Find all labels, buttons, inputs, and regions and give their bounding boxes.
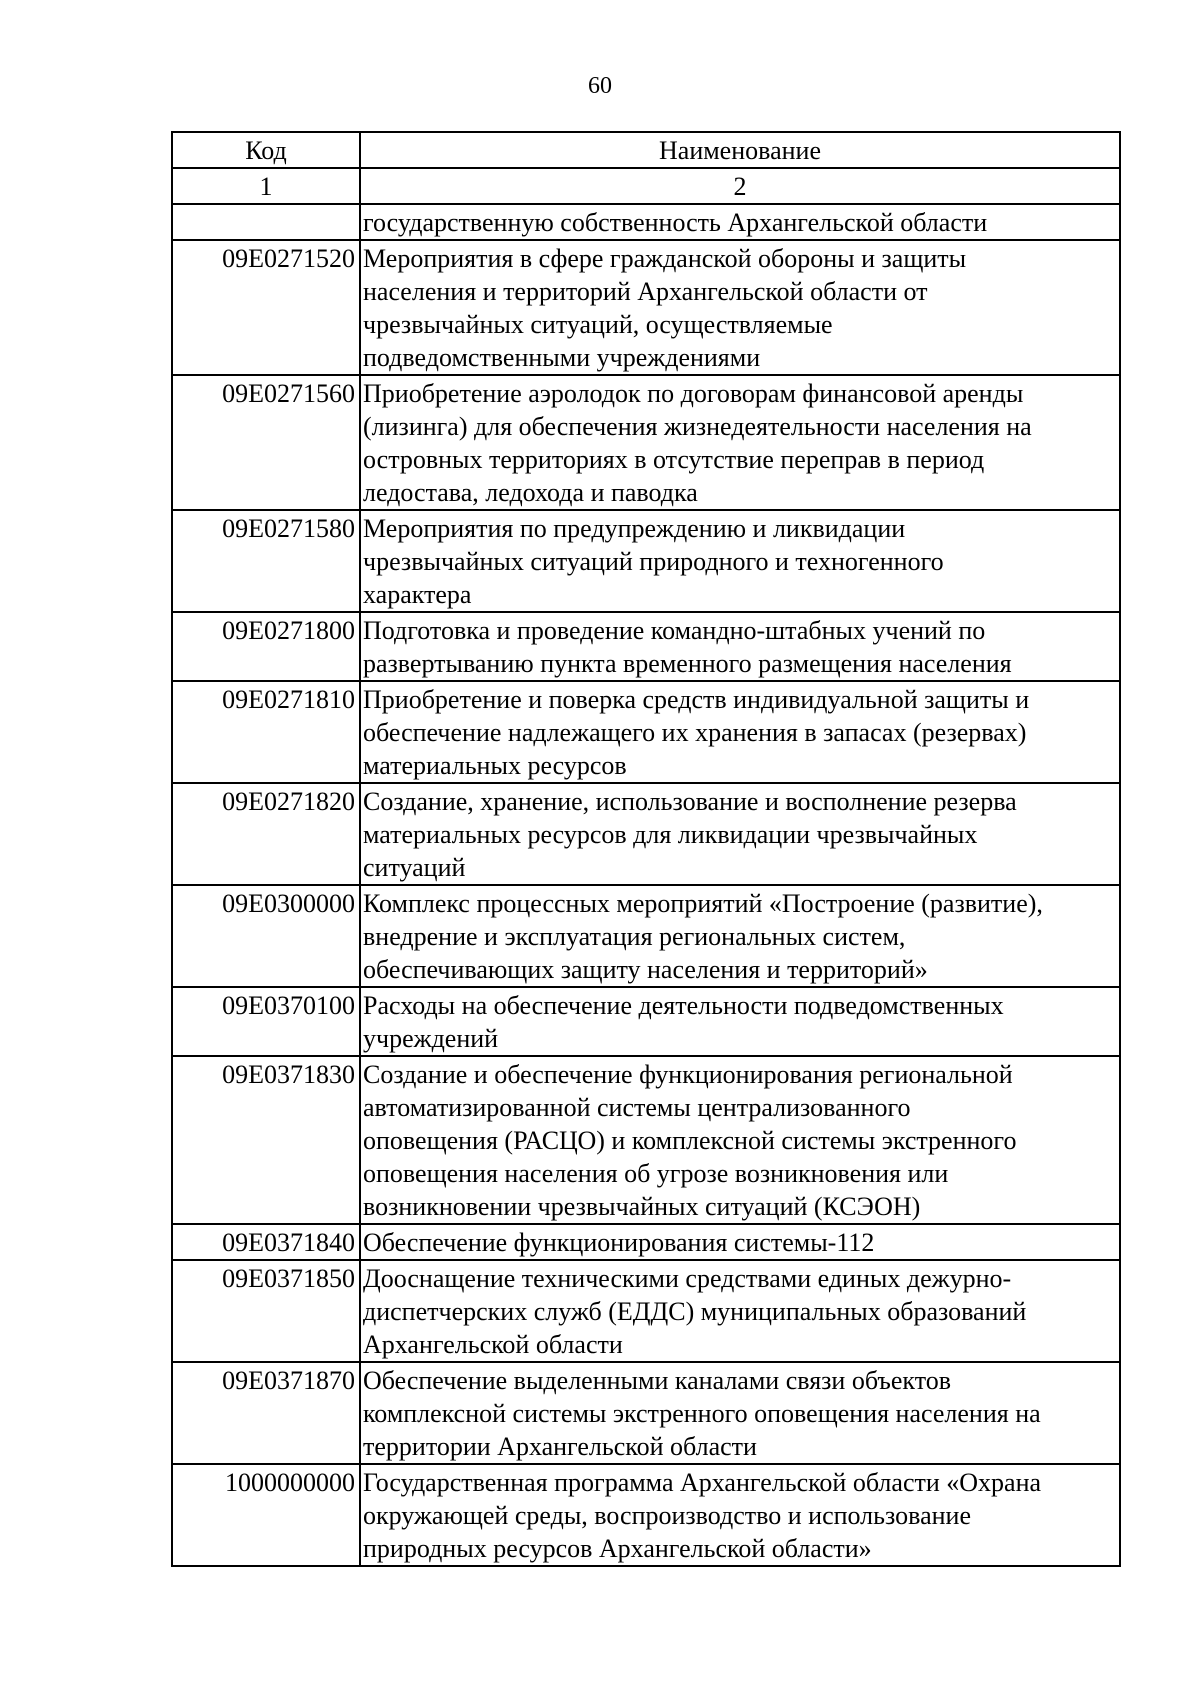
row-name-line: диспетчерских служб (ЕДДС) муниципальных образований — [363, 1297, 1027, 1326]
row-name-line: Мероприятия по предупреждению и ликвидации — [363, 514, 906, 543]
row-name-line: (лизинга) для обеспечения жизнедеятельности населения на — [363, 412, 1032, 441]
column-number-1: 1 — [172, 168, 360, 204]
row-name-line: территории Архангельской области — [363, 1432, 757, 1461]
table-row — [172, 1224, 1120, 1260]
row-name-line: учреждений — [363, 1024, 499, 1053]
row-code: 09Е0271560 — [172, 375, 360, 510]
header-code: Код — [172, 132, 360, 168]
row-name — [360, 681, 1120, 783]
row-code: 09Е0371870 — [172, 1362, 360, 1464]
row-name-line: оповещения населения об угрозе возникновения или — [363, 1159, 949, 1188]
row-name-line: чрезвычайных ситуаций природного и техногенного — [363, 547, 944, 576]
row-name-line: ледостава, ледохода и паводка — [363, 478, 698, 507]
header-row — [172, 132, 1120, 168]
row-name-line: материальных ресурсов — [363, 751, 627, 780]
row-name-line: Комплекс процессных мероприятий «Построение (развитие), — [363, 889, 1043, 918]
row-name-line: Дооснащение техническими средствами единых дежурно- — [363, 1264, 1012, 1293]
row-name-line: автоматизированной системы централизованного — [363, 1093, 911, 1122]
row-name — [360, 510, 1120, 612]
row-name-line: Расходы на обеспечение деятельности подведомственных — [363, 991, 1004, 1020]
row-name-line: чрезвычайных ситуаций, осуществляемые — [363, 310, 833, 339]
row-name-line: островных территориях в отсутствие переправ в период — [363, 445, 985, 474]
row-name-line: Создание и обеспечение функционирования региональной — [363, 1060, 1013, 1089]
row-code: 09Е0371850 — [172, 1260, 360, 1362]
row-code — [172, 204, 360, 240]
row-name — [360, 1224, 1120, 1260]
row-name — [360, 1056, 1120, 1224]
budget-code-table — [171, 131, 1121, 1567]
row-name — [360, 783, 1120, 885]
table-row — [172, 204, 1120, 240]
row-code: 09Е0300000 — [172, 885, 360, 987]
page-number: 60 — [588, 73, 612, 99]
row-name-line: обеспечение надлежащего их хранения в запасах (резервах) — [363, 718, 1027, 747]
row-name — [360, 240, 1120, 375]
row-name-line: внедрение и эксплуатация региональных систем, — [363, 922, 906, 951]
table-row — [172, 1260, 1120, 1362]
table-row — [172, 681, 1120, 783]
table-row — [172, 240, 1120, 375]
row-name-line: комплексной системы экстренного оповещения населения на — [363, 1399, 1041, 1428]
table-row — [172, 375, 1120, 510]
row-name — [360, 375, 1120, 510]
row-name-line: ситуаций — [363, 853, 466, 882]
row-name — [360, 885, 1120, 987]
row-name-line: Создание, хранение, использование и восполнение резерва — [363, 787, 1017, 816]
row-name-line: возникновении чрезвычайных ситуаций (КСЭОН) — [363, 1192, 921, 1221]
row-name-line: Обеспечение выделенными каналами связи объектов — [363, 1366, 951, 1395]
row-code: 09Е0271800 — [172, 612, 360, 681]
row-name-line: Приобретение аэролодок по договорам финансовой аренды — [363, 379, 1024, 408]
table-row — [172, 1056, 1120, 1224]
table-row — [172, 1362, 1120, 1464]
table-row — [172, 783, 1120, 885]
row-code: 09Е0371830 — [172, 1056, 360, 1224]
row-code: 09Е0371840 — [172, 1224, 360, 1260]
row-name-line: Обеспечение функционирования системы-112 — [363, 1228, 875, 1257]
row-name — [360, 1464, 1120, 1566]
row-name-line: Архангельской области — [363, 1330, 623, 1359]
row-name-line: Государственная программа Архангельской области «Охрана — [363, 1468, 1042, 1497]
row-name-line: природных ресурсов Архангельской области» — [363, 1534, 872, 1563]
column-number-row — [172, 168, 1120, 204]
row-name-line: подведомственными учреждениями — [363, 343, 761, 372]
row-name-line: окружающей среды, воспроизводство и использование — [363, 1501, 971, 1530]
row-code: 1000000000 — [172, 1464, 360, 1566]
table-row — [172, 987, 1120, 1056]
row-name — [360, 987, 1120, 1056]
row-name — [360, 204, 1120, 240]
row-name — [360, 1362, 1120, 1464]
row-name-line: населения и территорий Архангельской области от — [363, 277, 928, 306]
row-code: 09Е0271580 — [172, 510, 360, 612]
row-name-line: Мероприятия в сфере гражданской обороны и защиты — [363, 244, 967, 273]
row-name-line: характера — [363, 580, 472, 609]
row-code: 09Е0271520 — [172, 240, 360, 375]
row-name-line: Подготовка и проведение командно-штабных учений по — [363, 616, 986, 645]
table-row — [172, 612, 1120, 681]
header-name: Наименование — [360, 132, 1120, 168]
table-row — [172, 510, 1120, 612]
row-name — [360, 612, 1120, 681]
row-name-line: развертыванию пункта временного размещения населения — [363, 649, 1012, 678]
row-name-line: материальных ресурсов для ликвидации чрезвычайных — [363, 820, 978, 849]
table-row — [172, 1464, 1120, 1566]
column-number-2: 2 — [360, 168, 1120, 204]
row-code: 09Е0370100 — [172, 987, 360, 1056]
row-name-line: обеспечивающих защиту населения и территорий» — [363, 955, 928, 984]
row-name-line: государственную собственность Архангельской области — [363, 208, 988, 237]
row-name — [360, 1260, 1120, 1362]
row-name-line: оповещения (РАСЦО) и комплексной системы экстренного — [363, 1126, 1017, 1155]
table-row — [172, 885, 1120, 987]
row-name-line: Приобретение и поверка средств индивидуальной защиты и — [363, 685, 1030, 714]
table-body — [172, 132, 1120, 1566]
row-code: 09Е0271820 — [172, 783, 360, 885]
row-code: 09Е0271810 — [172, 681, 360, 783]
